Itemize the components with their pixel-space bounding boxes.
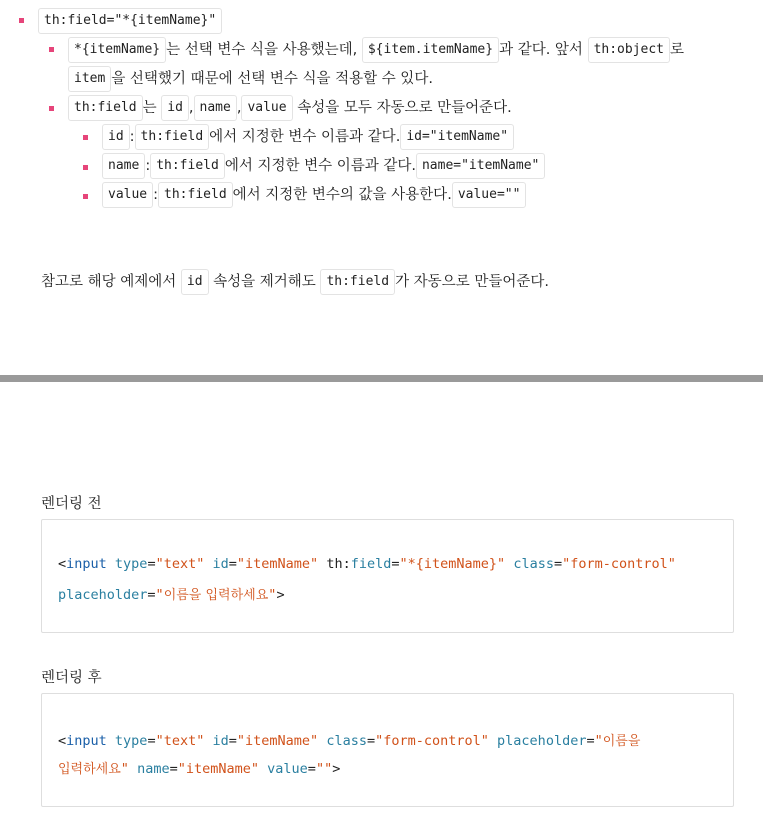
inline-code: value="" bbox=[452, 182, 527, 208]
code-token: = bbox=[147, 733, 156, 749]
code-token: placeholder bbox=[497, 733, 587, 749]
text: : bbox=[129, 129, 135, 145]
code-token: 이름을 bbox=[602, 734, 641, 749]
text: 과 같다. 앞서 bbox=[499, 42, 583, 58]
code-token: < bbox=[58, 556, 67, 572]
code-token: class bbox=[513, 556, 554, 572]
code-token: input bbox=[66, 556, 107, 572]
text: 을 선택했기 때문에 선택 변수 식을 적용할 수 있다. bbox=[111, 71, 433, 87]
inline-code: th:field bbox=[320, 269, 395, 295]
bullet-marker bbox=[19, 18, 24, 23]
code-token: field bbox=[350, 556, 392, 572]
code-line bbox=[58, 730, 640, 749]
code-token: "itemName" bbox=[236, 733, 319, 749]
code-token: id bbox=[212, 733, 229, 749]
text: , bbox=[188, 100, 194, 116]
code-token: value bbox=[267, 761, 308, 777]
code-token: = bbox=[169, 761, 178, 777]
code-token: = bbox=[366, 733, 376, 749]
code-token: 입력하세요 bbox=[58, 762, 121, 777]
code-token: = bbox=[307, 761, 316, 777]
text: : bbox=[153, 187, 159, 203]
text: 에서 지정한 변수 이름과 같다. bbox=[209, 129, 401, 145]
bullet-marker bbox=[49, 47, 54, 52]
inline-code: item bbox=[68, 66, 111, 92]
code-token: input bbox=[66, 733, 107, 749]
text: 속성을 모두 자동으로 만들어준다. bbox=[297, 100, 512, 116]
inline-code: id bbox=[102, 124, 130, 150]
code-token: = bbox=[586, 733, 595, 749]
inline-code: th:field bbox=[150, 153, 225, 179]
before-label: 렌더링 전 bbox=[41, 496, 102, 512]
code-token: placeholder bbox=[58, 587, 148, 603]
code-token: " bbox=[594, 733, 603, 749]
code-token: " bbox=[268, 587, 277, 603]
list-item bbox=[68, 95, 512, 121]
code-token: " bbox=[120, 761, 129, 777]
list-item bbox=[68, 37, 684, 63]
inline-code: th:field bbox=[135, 124, 210, 150]
text: 속성을 제거해도 bbox=[213, 274, 316, 290]
code-token: "form-control" bbox=[375, 733, 489, 749]
inline-code: name bbox=[102, 153, 145, 179]
code-token: id bbox=[212, 556, 229, 572]
code-token: type bbox=[114, 733, 148, 749]
code-token: 이름을 입력하세요 bbox=[163, 588, 269, 603]
list-item bbox=[38, 8, 222, 34]
inline-code: id bbox=[181, 269, 209, 295]
text: 에서 지정한 변수의 값을 사용한다. bbox=[232, 187, 452, 203]
before-code-block bbox=[41, 519, 734, 633]
code-line bbox=[58, 556, 676, 572]
code-token: = bbox=[228, 733, 237, 749]
text: 는 bbox=[142, 100, 157, 116]
code-token: "text" bbox=[155, 733, 205, 749]
code-token: = bbox=[553, 556, 563, 572]
inline-code: value bbox=[241, 95, 292, 121]
inline-code: th:object bbox=[588, 37, 670, 63]
text: , bbox=[236, 100, 242, 116]
code-token: = bbox=[147, 556, 156, 572]
bullet-marker bbox=[83, 165, 88, 170]
code-line bbox=[58, 758, 340, 777]
code-token: "*{itemName}" bbox=[399, 556, 506, 572]
code-token: "form-control" bbox=[562, 556, 676, 572]
inline-code: th:field bbox=[68, 95, 143, 121]
text: 가 자동으로 만들어준다. bbox=[395, 274, 549, 290]
text: : bbox=[145, 158, 151, 174]
after-label: 렌더링 후 bbox=[41, 670, 102, 686]
inline-code: name="itemName" bbox=[416, 153, 545, 179]
list-item bbox=[102, 124, 514, 150]
text: 에서 지정한 변수 이름과 같다. bbox=[224, 158, 416, 174]
code-token: "itemName" bbox=[177, 761, 260, 777]
inline-code: th:field="*{itemName}" bbox=[38, 8, 222, 34]
code-token: < bbox=[58, 733, 67, 749]
inline-code: name bbox=[194, 95, 237, 121]
note-paragraph bbox=[41, 269, 549, 295]
list-item bbox=[102, 182, 526, 208]
code-token: " bbox=[155, 587, 164, 603]
code-token: = bbox=[228, 556, 237, 572]
code-token: "text" bbox=[155, 556, 205, 572]
code-token: > bbox=[332, 761, 341, 777]
code-token: type bbox=[114, 556, 148, 572]
code-line bbox=[58, 584, 285, 603]
code-token: "" bbox=[315, 761, 333, 777]
after-code-block bbox=[41, 693, 734, 807]
text: 는 선택 변수 식을 사용했는데, bbox=[166, 42, 358, 58]
inline-code: id="itemName" bbox=[400, 124, 514, 150]
inline-code: value bbox=[102, 182, 153, 208]
inline-code: th:field bbox=[158, 182, 233, 208]
code-token: > bbox=[276, 587, 285, 603]
code-token: th: bbox=[326, 556, 351, 572]
list-item bbox=[102, 153, 545, 179]
list-item-continued bbox=[68, 66, 433, 92]
text: 로 bbox=[670, 42, 685, 58]
code-token: name bbox=[137, 761, 170, 777]
code-token: class bbox=[326, 733, 367, 749]
bullet-marker bbox=[83, 194, 88, 199]
inline-code: ${item.itemName} bbox=[362, 37, 499, 63]
code-token: = bbox=[391, 556, 400, 572]
inline-code: id bbox=[161, 95, 189, 121]
bullet-marker bbox=[49, 106, 54, 111]
text: 참고로 해당 예제에서 bbox=[41, 274, 177, 290]
code-token: "itemName" bbox=[236, 556, 319, 572]
bullet-marker bbox=[83, 135, 88, 140]
inline-code: *{itemName} bbox=[68, 37, 166, 63]
code-token: = bbox=[147, 587, 156, 603]
section-divider bbox=[0, 375, 763, 382]
